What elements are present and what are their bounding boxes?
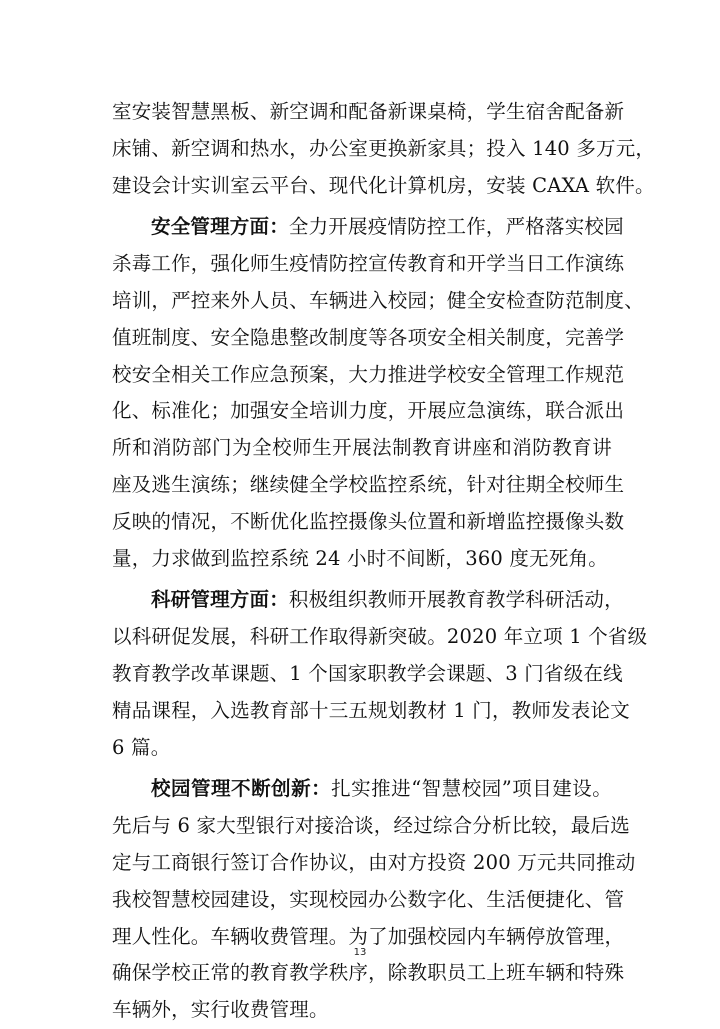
paragraph-first-line [112, 771, 612, 808]
paragraph-first-line [112, 209, 624, 246]
text-line: 培训，严控来外人员、车辆进入校园；健全安检查防范制度、 [112, 288, 644, 312]
text-line: 床铺、新空调和热水，办公室更换新家具；投入 140 多万元， [112, 136, 656, 160]
text-run: 全力开展疫情防控工作，严格落实校园 [288, 215, 624, 239]
text-run: 积极组织教师开展教育教学科研活动， [288, 588, 624, 612]
body-text [112, 94, 656, 1029]
text-line: 室安装智慧黑板、新空调和配备新课桌椅，学生宿舍配备新 [112, 100, 625, 123]
text-line: 6 篇。 [112, 735, 171, 759]
text-line: 校安全相关工作应急预案，大力推进学校安全管理工作规范 [112, 362, 625, 386]
text-line: 精品课程，入选教育部十三五规划教材 1 门，教师发表论文 [112, 698, 630, 722]
text-line: 确保学校正常的教育教学秩序，除教职员工上班车辆和特殊 [112, 961, 625, 985]
text-line: 车辆外，实行收费管理。 [112, 998, 329, 1022]
page-number: 13 [353, 947, 367, 958]
text-run: 扎实推进“智慧校园”项目建设。 [331, 777, 612, 801]
text-line: 教育教学改革课题、1 个国家职教学会课题、3 门省级在线 [112, 661, 623, 685]
section-heading: 科研管理方面： [151, 588, 289, 612]
paragraph-first-line [112, 582, 624, 619]
section-heading: 校园管理不断创新： [151, 777, 332, 801]
text-line: 座及逃生演练；继续健全学校监控系统，针对往期全校师生 [112, 472, 625, 496]
text-line: 量，力求做到监控系统 24 小时不间断，360 度无死角。 [112, 546, 608, 570]
text-line: 值班制度、安全隐患整改制度等各项安全相关制度，完善学 [112, 325, 625, 349]
text-line: 理人性化。车辆收费管理。为了加强校园内车辆停放管理， [112, 924, 625, 948]
text-line: 所和消防部门为全校师生开展法制教育讲座和消防教育讲 [112, 436, 612, 460]
text-line: 我校智慧校园建设，实现校园办公数字化、生活便捷化、管 [112, 887, 625, 911]
text-line: 杀毒工作，强化师生疫情防控宣传教育和开学当日工作演练 [112, 252, 625, 276]
text-line: 先后与 6 家大型银行对接洽谈，经过综合分析比较，最后选 [112, 814, 630, 838]
text-line: 建设会计实训室云平台、现代化计算机房，安装 CAXA 软件。 [112, 173, 655, 197]
text-line: 以科研促发展，科研工作取得新突破。2020 年立项 1 个省级 [112, 625, 648, 649]
text-line: 化、标准化；加强安全培训力度，开展应急演练，联合派出 [112, 399, 625, 423]
text-line: 定与工商银行签订合作协议，由对方投资 200 万元共同推动 [112, 850, 636, 874]
text-line: 反映的情况，不断优化监控摄像头位置和新增监控摄像头数 [112, 509, 625, 533]
section-heading: 安全管理方面： [151, 215, 289, 239]
